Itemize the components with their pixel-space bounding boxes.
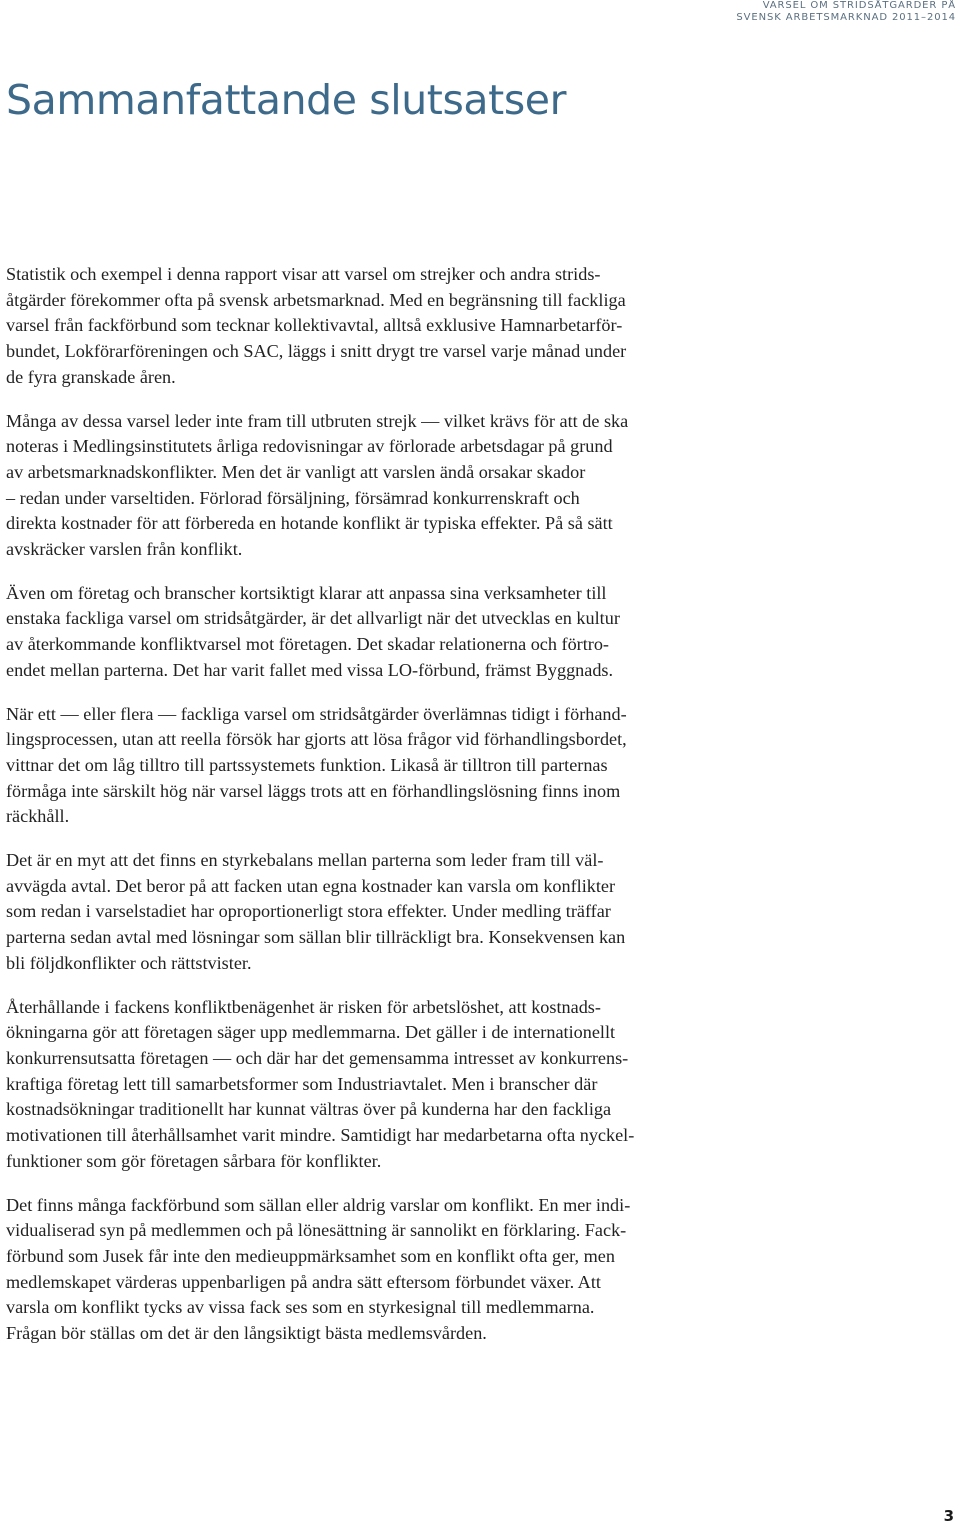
paragraph-line: avskräcker varslen från konflikt. [6,539,243,560]
body-text [6,262,758,1365]
paragraph-4 [6,702,758,831]
paragraph-line: lingsprocessen, utan att reella försök har gjorts att lösa frågor vid förhandlingsbordet, [6,729,627,750]
paragraph-line: förbund som Jusek får inte den medieuppmärksamhet som en konflikt ofta ger, men [6,1245,615,1266]
paragraph-line: de fyra granskade åren. [6,366,176,387]
paragraph-line: konkurrensutsatta företagen — och där har det gemensamma intresset av konkurrens- [6,1047,629,1068]
paragraph-line: Statistik och exempel i denna rapport visar att varsel om strejker och andra strids- [6,264,601,284]
page-number: 3 [943,1507,954,1525]
paragraph-line: Även om företag och branscher kortsiktigt klarar att anpassa sina verksamheter till [6,582,607,603]
page-title: Sammanfattande slutsatser [6,76,567,124]
paragraph-line: varsel från fackförbund som tecknar kollektivavtal, alltså exklusive Hamnarbetarför- [6,315,623,336]
paragraph-line: ökningarna gör att företagen säger upp medlemmarna. Det gäller i de internationellt [6,1022,616,1043]
paragraph-line: När ett — eller flera — fackliga varsel om stridsåtgärder överlämnas tidigt i förhand- [6,703,627,724]
paragraph-line: avvägda avtal. Det beror på att facken utan egna kostnader kan varsla om konflikter [6,875,616,896]
paragraph-line: som redan i varselstadiet har oproportionerligt stora effekter. Under medling träffar [6,901,611,922]
paragraph-line: Frågan bör ställas om det är den långsiktigt bästa medlemsvården. [6,1323,487,1344]
paragraph-line: – redan under varseltiden. Förlorad försäljning, försämrad konkurrenskraft och [6,487,580,508]
paragraph-line: bundet, Lokförarföreningen och SAC, läggs i snitt drygt tre varsel varje månad under [6,341,627,362]
paragraph-line: vittnar det om låg tilltro till partssystemets funktion. Likaså är tilltron till parternas [6,754,608,775]
paragraph-line: funktioner som gör företagen sårbara för konflikter. [6,1150,382,1171]
running-header-line-1: VARSEL OM STRIDSÅTGÄRDER PÅ [762,0,956,11]
paragraph-line: Det finns många fackförbund som sällan eller aldrig varslar om konflikt. En mer indi- [6,1194,631,1215]
paragraph-3 [6,581,758,684]
paragraph-1 [6,262,758,391]
paragraph-line: Det är en myt att det finns en styrkebalans mellan parterna som leder fram till väl- [6,850,604,871]
paragraph-6 [6,995,758,1175]
paragraph-2 [6,409,758,563]
paragraph-line: kostnadsökningar traditionellt har kunnat vältras över på kunderna har den fackliga [6,1099,612,1120]
paragraph-line: direkta kostnader för att förbereda en hotande konflikt är typiska effekter. På så sätt [6,513,613,534]
paragraph-line: noteras i Medlingsinstitutets årliga redovisningar av förlorade arbetsdagar på grund [6,436,613,457]
paragraph-line: kraftiga företag lett till samarbetsformer som Industriavtalet. Men i branscher där [6,1073,598,1094]
paragraph-line: förmåga inte särskilt hög när varsel läggs trots att en förhandlingslösning finns inom [6,780,621,801]
paragraph-line: enstaka fackliga varsel om stridsåtgärder, är det allvarligt när det utvecklas en kultur [6,608,620,629]
running-header-line-2: SVENSK ARBETSMARKNAD 2011–2014 [736,12,956,23]
paragraph-5 [6,848,758,977]
paragraph-line: Många av dessa varsel leder inte fram till utbruten strejk — vilket krävs för att de ska [6,410,629,431]
paragraph-line: bli följdkonflikter och rättstvister. [6,952,252,973]
paragraph-line: Återhållande i fackens konfliktbenägenhet är risken för arbetslöshet, att kostnads- [6,996,601,1017]
paragraph-line: av återkommande konfliktvarsel mot företagen. Det skadar relationerna och förtro- [6,634,609,655]
running-header [736,0,956,24]
paragraph-line: av arbetsmarknadskonflikter. Men det är vanligt att varslen ändå orsakar skador [6,461,586,482]
paragraph-line: varsla om konflikt tycks av vissa fack ses som en styrkesignal till medlemmarna. [6,1297,595,1318]
paragraph-line: åtgärder förekommer ofta på svensk arbetsmarknad. Med en begränsning till fackliga [6,289,626,310]
paragraph-line: parterna sedan avtal med lösningar som sällan blir tillräckligt bra. Konsekvensen kan [6,927,626,948]
paragraph-line: räckhåll. [6,806,70,827]
paragraph-line: motivationen till återhållsamhet varit mindre. Samtidigt har medarbetarna ofta nyckel- [6,1125,635,1146]
paragraph-line: medlemskapet värderas uppenbarligen på andra sätt eftersom förbundet växer. Att [6,1271,601,1292]
paragraph-7 [6,1193,758,1347]
paragraph-line: endet mellan parterna. Det har varit fallet med vissa LO-förbund, främst Byggnads. [6,659,614,680]
paragraph-line: vidualiserad syn på medlemmen och på lönesättning är sannolikt en förklaring. Fack- [6,1220,627,1241]
